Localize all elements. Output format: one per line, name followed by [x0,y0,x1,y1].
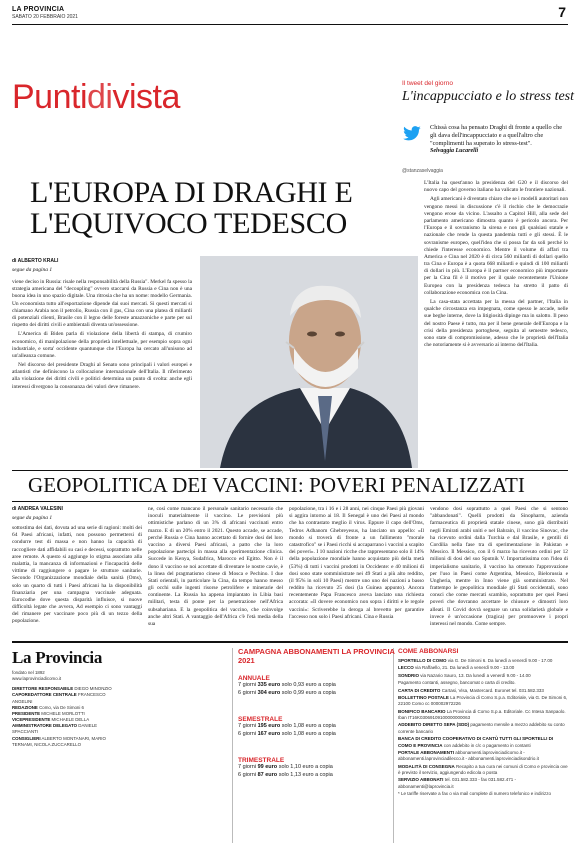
article1-headline: L'EUROPA DI DRAGHI E L'EQUIVOCO TEDESCO [30,176,353,240]
portrait-illustration [200,256,418,468]
paragraph: La casa-stata accettata per la messa del partner, l'Italia in qualche circostanza era impegnata, come spesso le accade, nelle sue beghe interne, dove la litigiosità dipinge ma in salotto. Il peso del nostro Paese è tutto, ma per il bene generale dell'Europa e la crisi della presidenza portoghese, seguita al semestre tedesco, sono state di compromissione, adesso che le proprietà dell'Italia che notoriamente si è avversario ai interno dell'Italia. [424,299,568,349]
staff-item: VICEPRESIDENTE MICHAELE DELLA [12,717,90,723]
paragraph: viene deciso in Russia: risale nella responsabilità della Russia". Merkel fa spesso la strategia americana del "decoupling" ovvero staccarsi da Russia e Cina non è una buona idea in uno spazio digitale. Una ritrosia che ha un nome: modello Germania. Un economista tutto all'esportazione dipende dai suoi mercati. Si questi mercati si chiamano Arabia non il petrolio, Russia con il gas, Cina con una platea di miliardi di potenziali clienti, Brasile con il legno delle foreste amazzoniche e parte per sul rispetto dei diritti civili e ambientali diventa un'ossessione. [12,279,192,329]
article2-col2: ne, così come mancano il personale sanitario necessario che inoculi materialmente il vaccino. Le previsioni più ottimistiche parlano di un 3% di africani vaccinati entro marzo. E di un 20% entro il 2021. Questo accade, se accade, perché Russia e Cina hanno accettato di fornire dosi del loro vaccino a diversi Paesi africani, a patto che la loro popolazione partecipi in massa alla sperimentazione clinica. Succede in Kenya, Sudafrica, Marocco ed Egitto. Non è il dono il vaccino se noi accettate di diventare le nostre cavie, è la linea del pragmatismo cinese di Mosca e Pechino. I due Stati orientali, in particolare la Cina, da tempo hanno messo gli occhi sulle ingenti risorse petrolifere e minerarie del continente. La Russia ha appena impiantato in Libia basi militari, testa di ponte per la penetrazione nell'Africa subsahariana. E la geopolitica del vaccino, che coinvolge anche altri Stati. A vantaggio dell'Africa c'è l'età media della sua [148,506,283,627]
footer-site[interactable]: www.laprovinciadicomo.it [12,676,62,682]
masthead-name: LA PROVINCIA [12,6,65,13]
campaign-prices [238,668,388,780]
subscribe-list [398,658,568,799]
subscribe-item: PORTALE ABBONAMENTI abbonamenti.laprovinciadicomo.it - abbonamenti.laprovinciadilecco.it - abbonamenti.laprovinciadisondrio.it [398,749,539,762]
price-row: 7 giorni 335 euro solo 0,93 euro a copia [238,682,336,688]
article2-kicker: segue da pagina 1 [12,515,53,521]
article1-byline: di ALBERTO KRALI [12,258,59,264]
footer-imprint [12,670,112,748]
tweet-label: Il tweet del giorno [402,80,453,87]
campaign-title: CAMPAGNA ABBONAMENTI LA PROVINCIA 2021 [238,647,395,665]
mario-draghi-photo [200,256,418,468]
article2-col3: popolazione, tra i 16 e i 28 anni, nei cinque Paesi più giovani si aggira intorno ai 18. Il Senegal è uno dei Paesi al mondo che ha contrastato meglio il virus. Eppure il capo dell'Oms, Tedros Adhanom Ghebreyesus, ha lanciato un appello: «Il mondo si troverà di fronte a un fallimento "morale catastrofico" se i Paesi ricchi si accaparrano i vaccini a scapito dei poveri». I 10 nazioni ricche che rappresentano solo il 14% della popolazione mondiale hanno acquistato più della metà (53%) di tutti i vaccini prodotti in Occidente: e 40 milioni di dosi sono state somministrate nei 49 Stati a più alto reddito, (il 95% in soli 10 Paesi) mentre uno uno dei nazioni a basso reddito ha ricevuto 25 dosi (la Guinea appunto). Ancora recentemente Papa Francesco aveva lanciato una richiesta accorata: «Il dovere economico non sopra i diritti e le regole vaccini»: Scriverebbe la deroga al brevetto per garantire l'accesso non solo i Paesi africani. Cina e Russia [289,506,424,620]
subscribe-item: ADDEBITO DIRETTO SEPA (SDD) pagamento mensile a mezzo addebito su conto corrente bancario [398,722,565,734]
section-title: Puntidivista [12,78,180,116]
tweet-author: Selvaggia Lucarelli [430,147,479,154]
subscribe-item: * Le tariffe riservate a fax o via mail complete di numero telefonico e indirizzo [398,791,551,797]
article2-col4: vendono dosi soprattutto a quei Paesi che si sentono "abbandonati". Quelli prodotti da Sinopharm, azienda farmaceutica di proprietà statale cinese, sono già distribuiti negli Emirati arabi uniti e nel Bahrain, il vaccino Sinovac, che ha ricevuto ordini dalla Turchia e dal Brasile, e gentili di Cordilia nella fase tra di sperimentazione in Pakistan e Messico. Il Messico, con il 6 marzo ha ricevuto ordini per 12 milioni di dosi del suo Sputnik V. Importatissima con l'idea di imperialismo sanitario, il vaccino ha ottenuto l'approvazione per l'uso in Paesi come Argentina, Messico, Bielorussia e Ungheria, mentre in Inno viene già somministrato. Nel frattempo le geopolitica mondiale gli Stati occidentali, sono consci che come mercati scambio, soprattutto per quei Paesi poveri che dovranno accettare le chiusure e dimostri loro alleati. Il Covid dovrà segnare un urna solidarietà globale e invece è un'occasione (tragica) per promuovere i propri interessi nel mondo. Come sempre. [430,506,568,627]
footer-divider [232,648,233,843]
article1-col3 [424,180,568,351]
subscribe-item: MODALITÀ DI CONSEGNA Recapito a tua cura nei comuni di Como e provincia ove è previsto il servizio, aggiungendo edicola o posta [398,763,568,775]
mid-rule-2 [12,501,568,502]
price-row: 7 giorni 195 euro solo 1,08 euro a copia [238,722,336,729]
article1-col1 [12,258,192,393]
article2-byline: di ANDREA VALESINI [12,506,63,512]
subscribe-item: BANCA DI CREDITO COOPERATIVO DI CANTÙ TUTTI GLI SPORTELLI DI COMO E PROVINCIA con addebito in c/c o pagamento in contanti [398,736,554,748]
staff-item: CAPOREDATTORE CENTRALE FRANCESCO ANGELINI [12,692,106,704]
price-row: 6 giorni 304 euro solo 0,99 euro a copia [238,689,336,696]
paragraph: L'Italia ha quest'anno la presidenza del G20 e il discorso del nuovo capo del governo italiano ha valicato le frontiere nazionali. [424,180,568,194]
price-row: 6 giorni 167 euro solo 1,08 euro a copia [238,730,336,737]
subscribe-item: CARTA DI CREDITO Cartasi, Visa, Mastercard. Euronet tel. 031.582.333 [398,687,544,693]
paragraph: sottostima dei dati, dovuta ad una serie di ragioni: molti dei 64 Paesi africani, infatti, non possono permettersi di condurre test di massa e non hanno la capacità di raccogliere dati affidabili su casi e decessi, soprattutto nelle aree remote. A questo si aggiunge lo stigma associato alla malattia, la mancanza di informazioni e l'incapacità delle vittime di raggiungere o pagare le strutture sanitarie. Secondo l'Organizzazione mondiale della sanità (Oms), solo un quarto di tutti i Paesi africani ha la disponibilità finanziaria per una campagna vaccinale adeguata. Eurocodhe dove questa disparità influisce, si nuove difficoltà legate che avvera, Ad esempio ci sono vantaggi del rimanere per vaccinare poco più di un tezzo della popolazione. [12,525,142,625]
campaign-group-title: ANNUALE [238,675,270,682]
price-row: 6 giorni 87 euro solo 1,13 euro a copia [238,771,333,778]
paragraph: Nel discorso del presidente Draghi al Senato sono principali i valori europei e atlantisti che definiscono la collocazione internazionale dell'Italia. Il riferimento alla violazione dei diritti civili e politici determina un punto di svolta: anche egli interessi divergono la consonanza dei valori deve rimanere. [12,362,192,390]
article2-headline: GEOPOLITICA DEI VACCINI: POVERI PENALIZZATI [28,473,525,497]
subscribe-item: SERVIZIO ABBONATI tel. 031.582.333 - fax 031.582.471 - abbonamenti@laprovincia.it [398,777,516,789]
subscribe-item: Pagamento contanti, assegno, bancomat o carta di credito. [398,680,516,686]
subscribe-item: SONDRIO via Nazario Sauro, 13. Da lunedì a venerdì 9.00 - 14.00 [398,672,531,678]
article1-kicker: segue da pagina 1 [12,267,53,273]
tweet-text: Chissà cosa ha pensato Draghi di fronte a quello che gli dava dell'incappucciato e a quell'altro che "complimenti ha superato lo stress-test". [430,124,563,147]
footer-divider [393,648,394,843]
masthead-date: SABATO 20 FEBBRAIO 2021 [12,14,78,20]
staff-item: DIRETTORE RESPONSABILE DIEGO MINONZIO [12,686,112,692]
paragraph: L'America di Biden parla di violazione della libertà di stampa, di crumiro economico, di manipolazione della proprietà intellettuale, per esempio sopra ogni industriale, e sorta' occidente quantunque che l'Europa ha cercato all'unisono ad un'alleanza comune. [12,331,192,359]
footer-logo: La Provincia [12,648,103,667]
subscribe-item: BOLLETTINO POSTALE La Provincia di Como S.p.a. Editoriale, via G. De Simoni 6, 22100 Como cc 000002972226 [398,694,568,707]
tweet-box [402,124,568,154]
staff-item: CONSIGLIERI ALBERTO MONTANARI, MARIO TERNAMI, NICOLA ZUCCARELLO [12,735,106,747]
subscribe-item: LECCO via Raffaello, 21. Da lunedì a venerdì 9.00 - 13.00 [398,665,515,671]
subscribe-item: SPORTELLO DI COMO via G. De Simoni 6. Da lunedì a venerdì 9.00 - 17.00 [398,658,553,663]
subscribe-item: BONIFICO BANCARIO La Provincia di Como S.p.a. Editoriale. Cc Intesa Sanpaolo. Iban IT16K03069109100000000063 [398,708,566,720]
campaign-group-title: SEMESTRALE [238,715,283,723]
campaign-group-title: TRIMESTRALE [238,756,285,764]
footer-founded: fondato nel 1892 [12,670,45,675]
staff-item: REDAZIONE Como, via De Simoni 6 [12,704,84,710]
bottom-rule [12,641,568,643]
staff-item: AMMINISTRATORE DELEGATO DANIELE SPACCIANTI [12,723,98,735]
twitter-bird-icon [402,126,422,142]
paragraph: Agli americani è diventato chiaro che se i modelli autoritari non vengono messi in discussione c'è il rischio che le democrazie vengono erose da vicino. L'assalto a Capitol Hill, alla sede del parlamento americano dimostra quanto è pericolo ancora. Per l'Europa e il sovranismo la sirena e non gli qualsiasi statale e nazionale che rende la questa pandemia tutti e gli stessi. È le sovranisme europeo, quell'idea che si possa far da soli perché lo chiede l'interesse economico. Mentre il volume di affari tra America e Cina nel 2020 è di circa 560 miliardi di dollari quello tra Cina e Europa è a quota 668 miliardi e quindi di 100 miliardi di dollari in più. L'Europa è il partner economico più importante per la Cina fil è il motivo per il quale recentemente l'Unione Europea con la presidenza tedesca ha stretto il patto di collaborazione economica con la Cina. [424,196,569,296]
article2-col1 [12,506,142,626]
page-number: 7 [558,4,566,20]
price-row: 7 giorni 99 euro solo 1,10 euro a copia [238,763,333,770]
staff-item: PRESIDENTE MICHELE MORLOTTI [12,710,85,716]
tweet-quote: L'incappucciato e lo stress test [402,89,575,104]
mid-rule [12,470,568,471]
subscribe-title: COME ABBONARSI [398,648,459,655]
top-rule [12,24,568,25]
tweet-handle[interactable]: @stanzaselvaggia [402,168,443,174]
